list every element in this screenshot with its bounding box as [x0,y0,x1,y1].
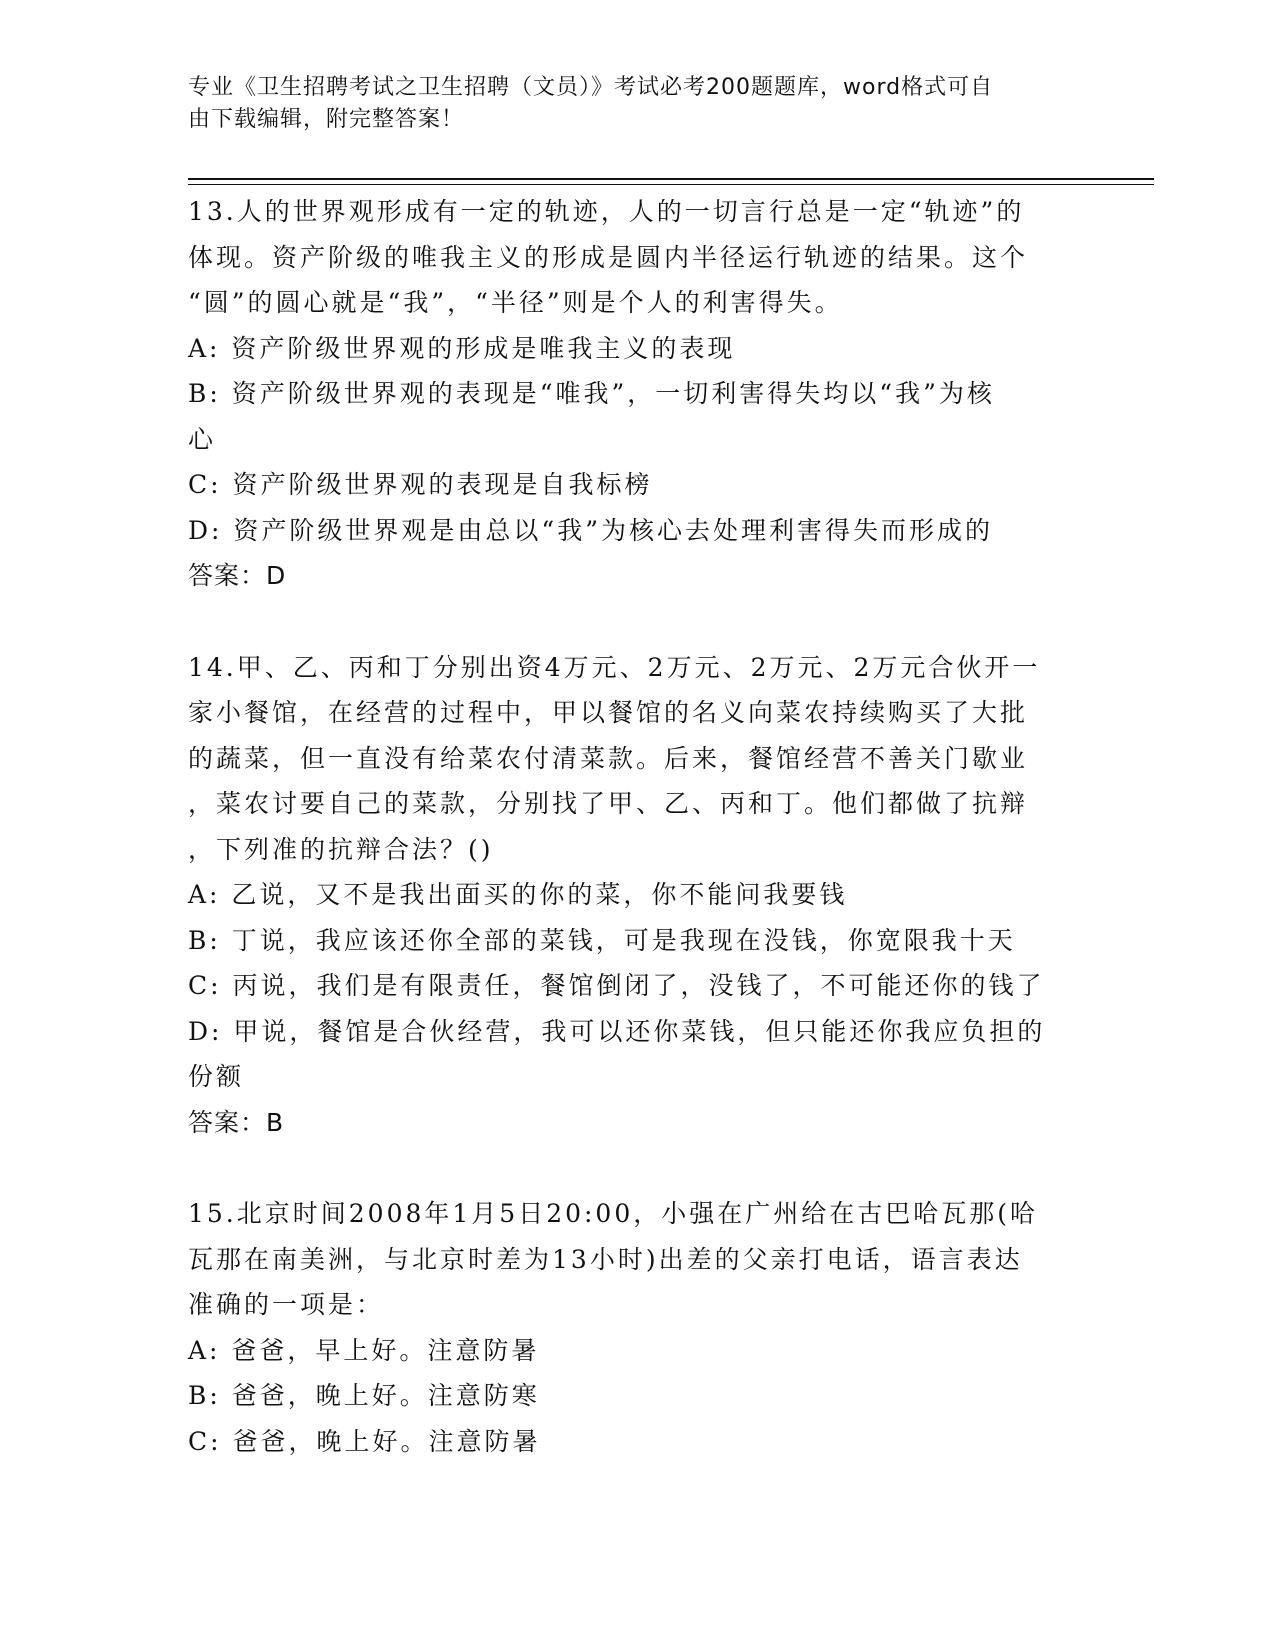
question-spacer [188,599,1088,645]
header-line-2: 由下载编辑，附完整答案！ [188,107,465,132]
option-d-continued: 份额 [188,1062,245,1091]
option-c: C: 丙说，我们是有限责任，餐馆倒闭了，没钱了，不可能还你的钱了 [188,971,1045,1000]
option-a: A: 乙说，又不是我出面买的你的菜，你不能问我要钱 [188,880,848,909]
option-a: A: 资产阶级世界观的形成是唯我主义的表现 [188,333,736,363]
question-stem-line: 13.人的世界观形成有一定的轨迹，人的一切言行总是一定“轨迹”的 [188,197,1025,226]
answer-line: 答案：B [188,1107,285,1137]
option-d: D: 甲说，餐馆是合伙经营，我可以还你菜钱，但只能还你我应负担的 [188,1016,1046,1046]
header-line-1: 专业《卫生招聘考试之卫生招聘（文员）》考试必考200题题库，word格式可自 [188,75,994,100]
question-13 [188,189,1088,599]
question-spacer [188,1145,1088,1191]
option-b-continued: 心 [188,424,217,454]
option-b: B: 资产阶级世界观的表现是“唯我”，一切利害得失均以“我”为核 [188,379,995,408]
question-stem-line: 15.北京时间2008年1月5日20:00，小强在广州给在古巴哈瓦那(哈 [188,1199,1038,1228]
header-divider-thick [188,178,1154,180]
option-b: B: 丁说，我应该还你全部的菜钱，可是我现在没钱，你宽限我十天 [188,925,1016,955]
option-d: D: 资产阶级世界观是由总以“我”为核心去处理利害得失而形成的 [188,515,993,545]
question-stem-line: “圆”的圆心就是“我”，“半径”则是个人的利害得失。 [188,288,843,317]
question-stem-line: 家小餐馆，在经营的过程中，甲以餐馆的名义向菜农持续购买了大批 [188,698,1029,727]
question-stem-line: 的蔬菜，但一直没有给菜农付清菜款。后来，餐馆经营不善关门歇业 [188,743,1029,773]
option-c: C: 爸爸，晚上好。注意防暑 [188,1426,541,1456]
question-stem-line: ，菜农讨要自己的菜款，分别找了甲、乙、丙和丁。他们都做了抗辩 [188,789,1029,818]
question-15 [188,1191,1088,1464]
option-c: C: 资产阶级世界观的表现是自我标榜 [188,470,653,499]
option-a: A: 爸爸，早上好。注意防暑 [188,1335,540,1365]
question-stem-line: ，下列准的抗辩合法？() [188,834,494,864]
question-list [188,189,1088,1464]
document-header [188,72,1068,136]
question-stem-line: 14.甲、乙、丙和丁分别出资4万元、2万元、2万元、2万元合伙开一 [188,652,1041,682]
question-stem-line: 准确的一项是： [188,1290,385,1319]
question-14 [188,645,1088,1146]
header-divider-thin [188,184,1154,185]
question-stem-line: 体现。资产阶级的唯我主义的形成是圆内半径运行轨迹的结果。这个 [188,242,1029,272]
answer-line: 答案：D [188,561,287,590]
question-stem-line: 瓦那在南美洲，与北京时差为13小时)出差的父亲打电话，语言表达 [188,1244,1023,1274]
option-b: B: 爸爸，晚上好。注意防寒 [188,1381,540,1410]
